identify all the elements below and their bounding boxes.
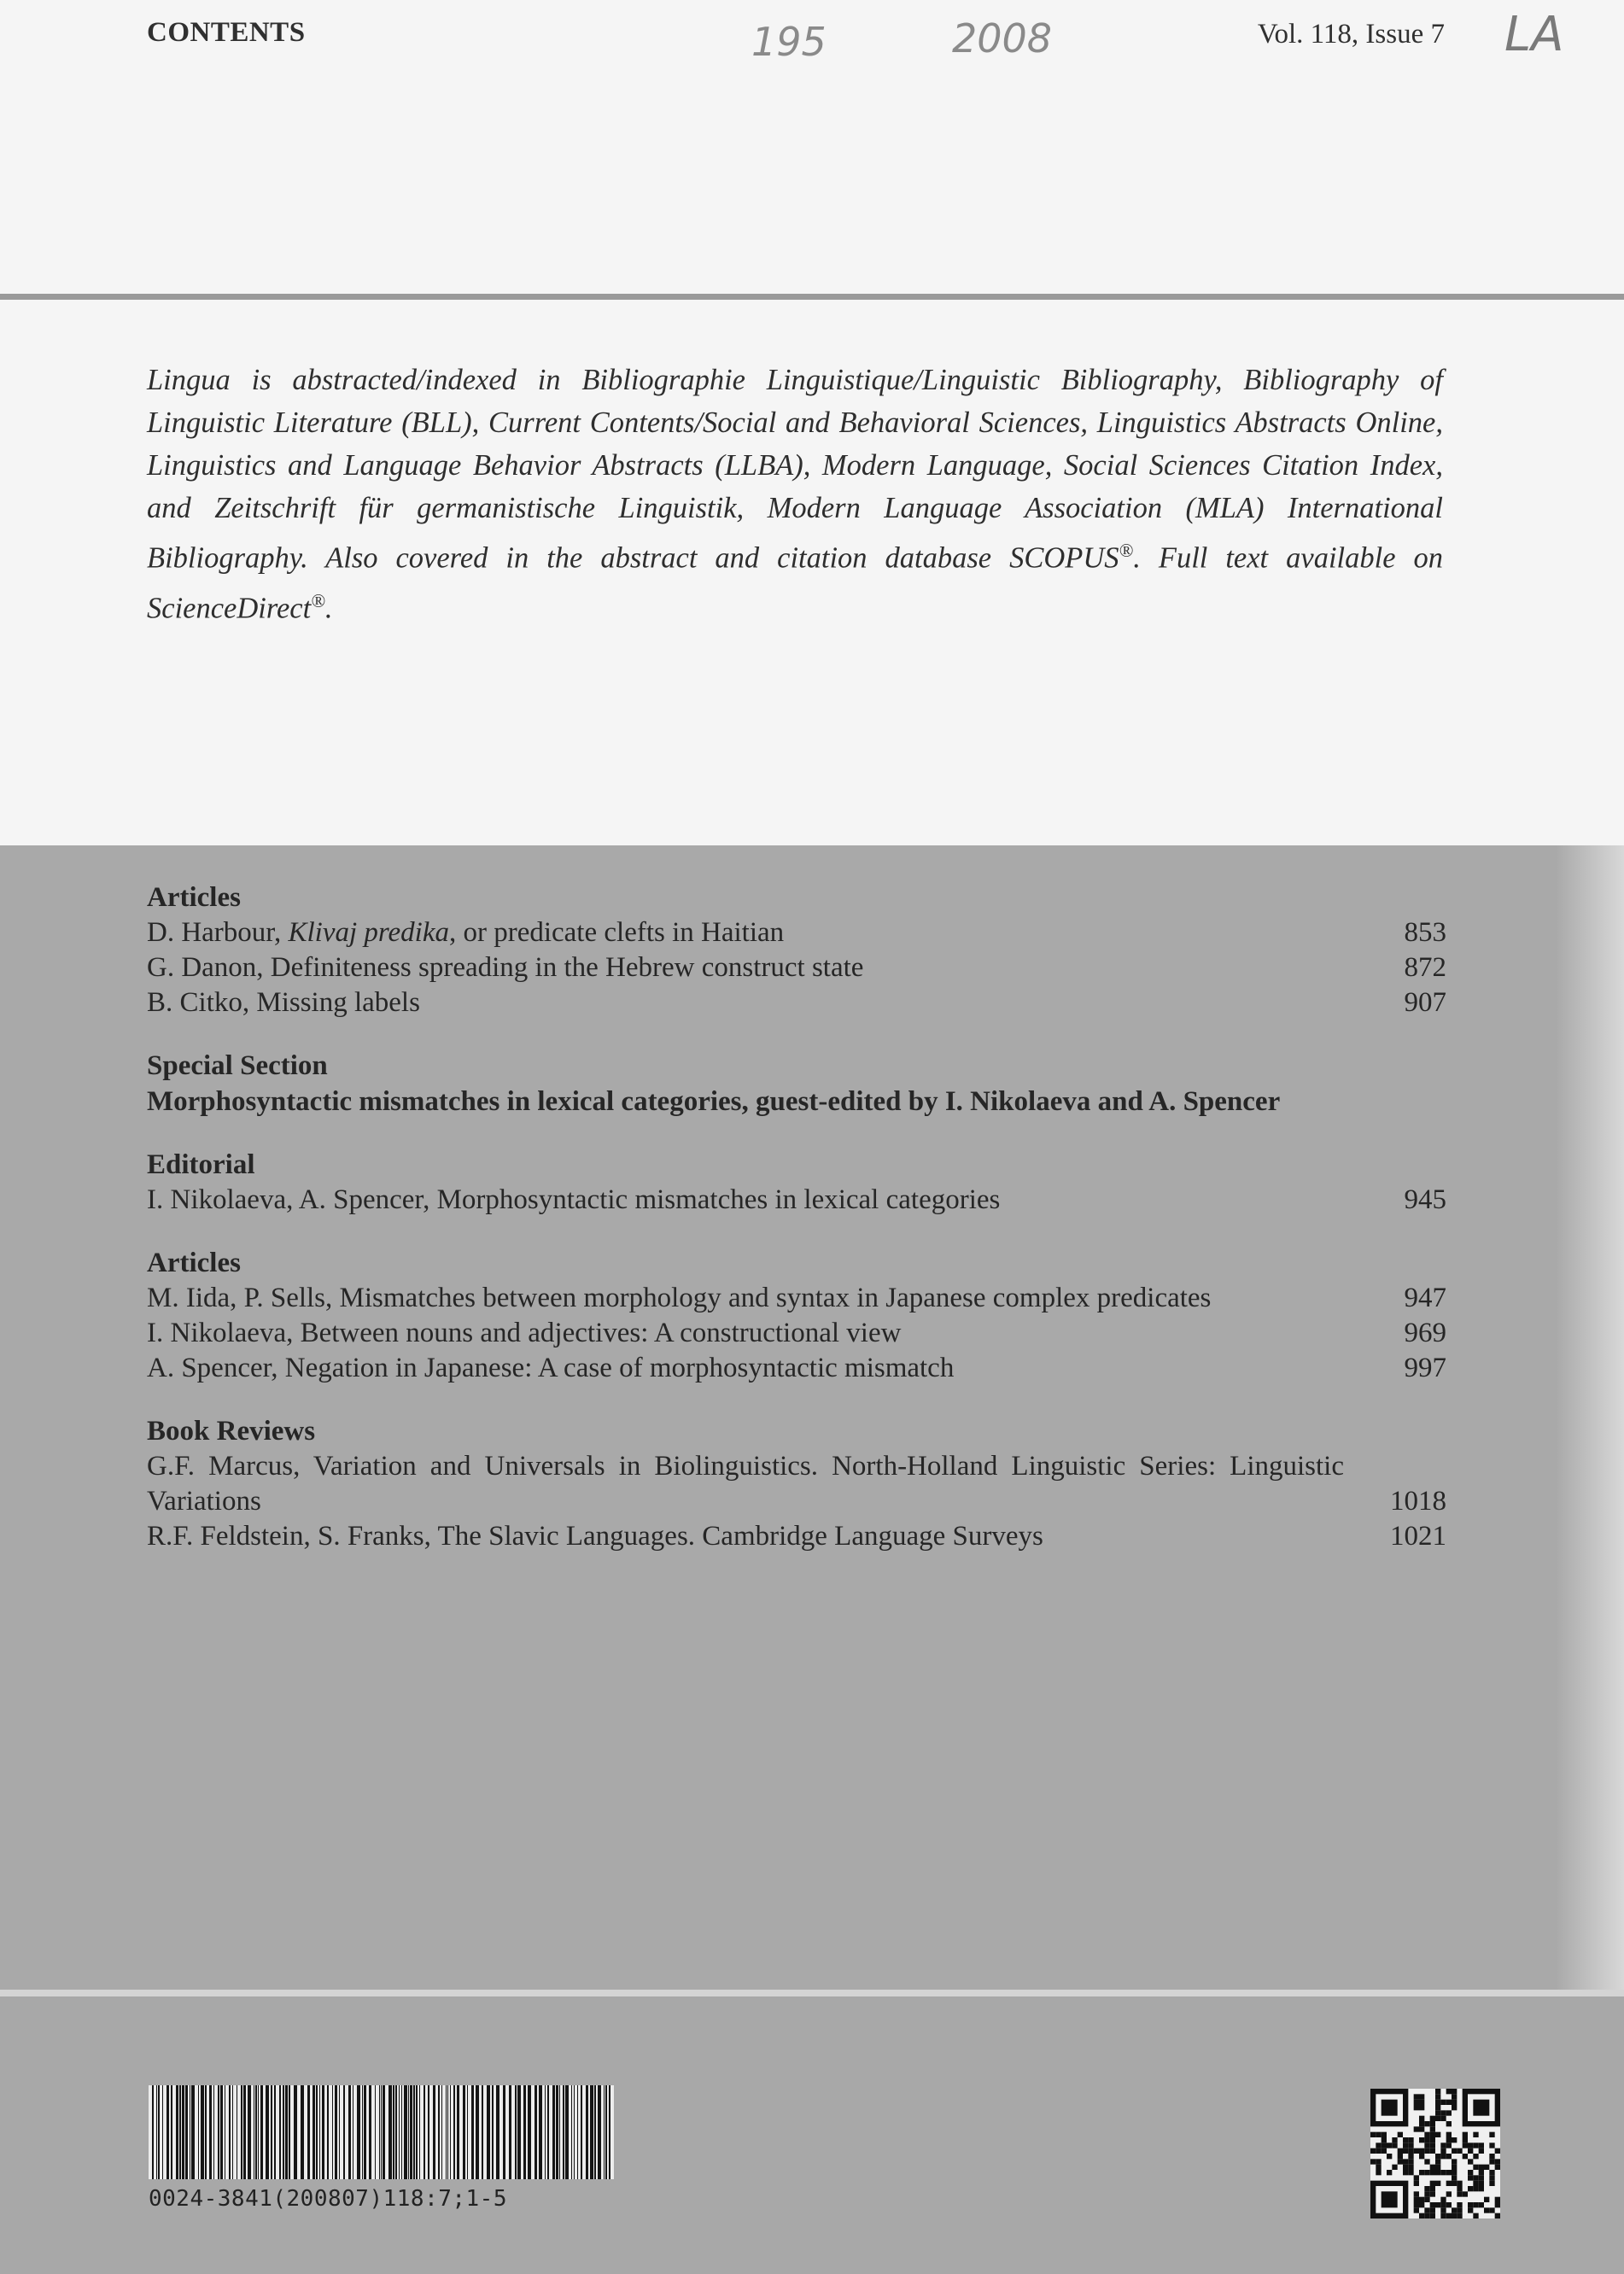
section-heading: Book Reviews	[147, 1416, 316, 1447]
entry-title: I. Nikolaeva, A. Spencer, Morphosyntactic mismatches in lexical categories	[147, 1184, 1001, 1215]
indexing-paragraph	[147, 359, 1443, 629]
toc-entry[interactable]	[147, 950, 1446, 985]
entry-title-italic: Klivaj predika	[288, 917, 449, 948]
barcode-icon	[149, 2085, 614, 2179]
book-reviews-section	[147, 1413, 1446, 1554]
toc-entry[interactable]	[147, 1183, 1446, 1218]
handwritten-note-2: 2008	[952, 15, 1053, 61]
entry-page: 907	[1404, 987, 1446, 1018]
toc-entry[interactable]	[147, 915, 1446, 950]
volume-issue: Vol. 118, Issue 7	[1257, 19, 1445, 50]
toc-entry[interactable]	[147, 1316, 1446, 1351]
toc-entry[interactable]	[147, 985, 1446, 1020]
entry-title-rest: , or predicate clefts in Haitian	[448, 917, 785, 948]
entry-title: R.F. Feldstein, S. Franks, The Slavic Languages. Cambridge Language Surveys	[147, 1521, 1043, 1552]
bottom-divider	[0, 1990, 1624, 1996]
section-heading: Special Section	[147, 1050, 328, 1081]
contents-title: CONTENTS	[147, 17, 306, 48]
indexing-text-1: Lingua is abstracted/indexed in Bibliographie Linguistique/Linguistic Bibliography, Bibliography of Linguistic Literature (BLL), Current Contents/Social and Behavioral Sciences, Linguistics Abstracts Online, Linguistics and Language Behavior Abstracts (LLBA), Modern Language, Social Sciences Citation Index, and Zeitschrift für germanistische Linguistik, Modern Language Association (MLA) International Bibliography. Also covered in the abstract and citation database SCOPUS	[147, 364, 1443, 575]
special-section	[147, 1048, 1446, 1119]
indexing-text-2: . Full text available on ScienceDirect	[147, 541, 1444, 624]
qr-code-icon	[1370, 2089, 1500, 2218]
entry-title: A. Spencer, Negation in Japanese: A case of morphosyntactic mismatch	[147, 1353, 955, 1383]
handwritten-note-1: 195	[751, 19, 827, 65]
registered-mark-2: ®	[311, 589, 325, 611]
panel-edge-shade	[1556, 845, 1624, 1990]
section-heading: Articles	[147, 882, 241, 913]
entry-page: 853	[1404, 917, 1446, 948]
toc-entry[interactable]	[147, 1519, 1446, 1554]
handwritten-note-3: LA	[1504, 7, 1564, 62]
toc-entry[interactable]	[147, 1449, 1446, 1519]
entry-page: 1018	[1390, 1486, 1446, 1517]
registered-mark-1: ®	[1119, 540, 1134, 561]
articles-section-1	[147, 880, 1446, 1020]
entry-title	[147, 915, 1378, 950]
entry-page: 945	[1404, 1184, 1446, 1215]
entry-page: 1021	[1390, 1521, 1446, 1552]
articles-section-2	[147, 1245, 1446, 1386]
section-heading: Editorial	[147, 1149, 255, 1180]
entry-page: 872	[1404, 952, 1446, 983]
entry-page: 947	[1404, 1283, 1446, 1313]
entry-title: G. Danon, Definiteness spreading in the Hebrew construct state	[147, 952, 864, 983]
section-heading: Articles	[147, 1248, 241, 1278]
entry-page: 997	[1404, 1353, 1446, 1383]
entry-page: 969	[1404, 1318, 1446, 1348]
top-divider	[0, 294, 1624, 300]
entry-title: B. Citko, Missing labels	[147, 987, 420, 1018]
entry-title: G.F. Marcus, Variation and Universals in Biolinguistics. North-Holland Linguistic Series: Linguistic Variations	[147, 1451, 1344, 1517]
toc-entry[interactable]	[147, 1281, 1446, 1316]
indexing-text-3: .	[324, 592, 333, 624]
editorial-section	[147, 1147, 1446, 1218]
issn-code: 0024-3841(200807)118:7;1-5	[149, 2186, 507, 2212]
special-section-subtitle: Morphosyntactic mismatches in lexical categories, guest-edited by I. Nikolaeva and A. Spencer	[147, 1086, 1281, 1117]
entry-title: I. Nikolaeva, Between nouns and adjectives: A constructional view	[147, 1318, 902, 1348]
entry-author: D. Harbour,	[147, 917, 289, 948]
entry-title: M. Iida, P. Sells, Mismatches between morphology and syntax in Japanese complex predicates	[147, 1283, 1212, 1313]
table-of-contents	[147, 880, 1446, 1581]
toc-entry[interactable]	[147, 1351, 1446, 1386]
